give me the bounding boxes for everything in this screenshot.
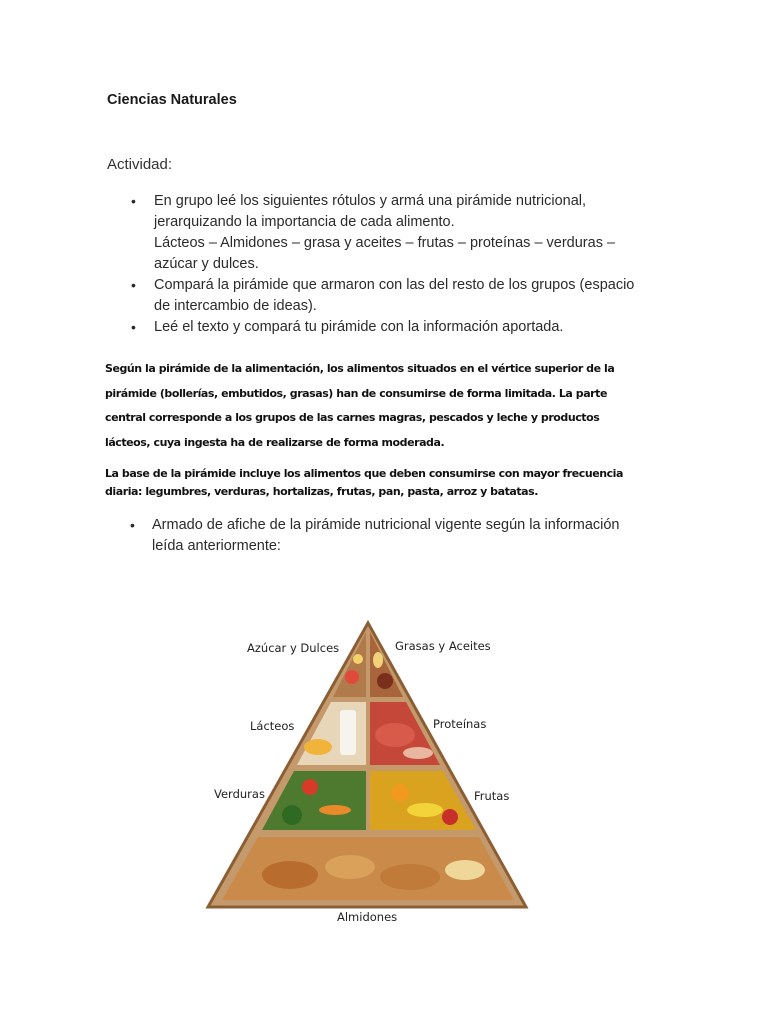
bullet-icon: • [131,277,136,293]
activity-label: Actividad: [107,156,173,173]
task-line: En grupo leé los siguientes rótulos y armá una pirámide nutricional, [154,193,587,209]
bullet-icon: • [131,193,136,209]
food-milk [340,710,356,755]
bullet-icon: • [131,319,136,335]
food-bread [380,864,440,890]
task-line: azúcar y dulces. [154,256,259,272]
paragraph-line: central corresponde a los grupos de las carnes magras, pescados y leche y productos [105,411,600,424]
paragraph-line: lácteos, cuya ingesta ha de realizarse de forma moderada. [105,435,445,449]
paragraph-line: Según la pirámide de la alimentación, los alimentos situados en el vértice superior de la [105,362,615,375]
food-bread [325,855,375,879]
page-title: Ciencias Naturales [107,92,237,108]
label-sugar: Azúcar y Dulces [247,641,340,655]
food-cheese [304,739,332,755]
task-line: Lácteos – Almidones – grasa y aceites – frutas – proteínas – verduras – [154,235,616,251]
task-line: Leé el texto y compará tu pirámide con la información aportada. [154,319,564,335]
paragraph-line: pirámide (bollerías, embutidos, grasas) han de consumirse de forma limitada. La parte [105,386,607,400]
task-line: Compará la pirámide que armaron con las del resto de los grupos (espacio [154,277,635,293]
task-item [107,191,667,275]
food-pyramid-image [200,615,540,930]
food-meat [375,723,415,747]
food-candy [345,670,359,684]
food-apple [442,809,458,825]
label-protein: Proteínas [433,717,487,731]
food-butter [373,652,383,668]
task-item [107,275,667,317]
paragraph-line: diaria: legumbres, verduras, hortalizas, frutas, pan, pasta, arroz y batatas. [105,485,538,498]
task-item [107,515,667,557]
paragraph-pyramid-description [105,357,665,455]
task-list [107,191,667,338]
food-fish [403,747,433,759]
food-banana [407,803,443,817]
task-line: jerarquizando la importancia de cada alimento. [154,214,455,230]
food-tomato [302,779,318,795]
food-sausage [377,673,393,689]
food-orange [391,784,409,802]
label-starches: Almidones [337,910,398,924]
bullet-icon: • [130,517,135,533]
label-dairy: Lácteos [250,719,295,733]
paragraph-line: La base de la pirámide incluye los alimentos que deben consumirse con mayor frecuencia [105,467,623,480]
task-list-poster [107,515,667,557]
food-bread [262,861,318,889]
task-line: Armado de afiche de la pirámide nutricional vigente según la información [152,517,620,533]
food-candy [353,654,363,664]
food-carrot [319,805,351,815]
label-fruits: Frutas [474,789,510,803]
food-broccoli [282,805,302,825]
paragraph-pyramid-base [105,465,665,501]
task-item [107,317,667,338]
task-line: de intercambio de ideas). [154,298,317,314]
label-fats: Grasas y Aceites [395,639,491,653]
label-vegetables: Verduras [214,787,265,801]
food-pasta [445,860,485,880]
task-line: leída anteriormente: [152,538,281,554]
